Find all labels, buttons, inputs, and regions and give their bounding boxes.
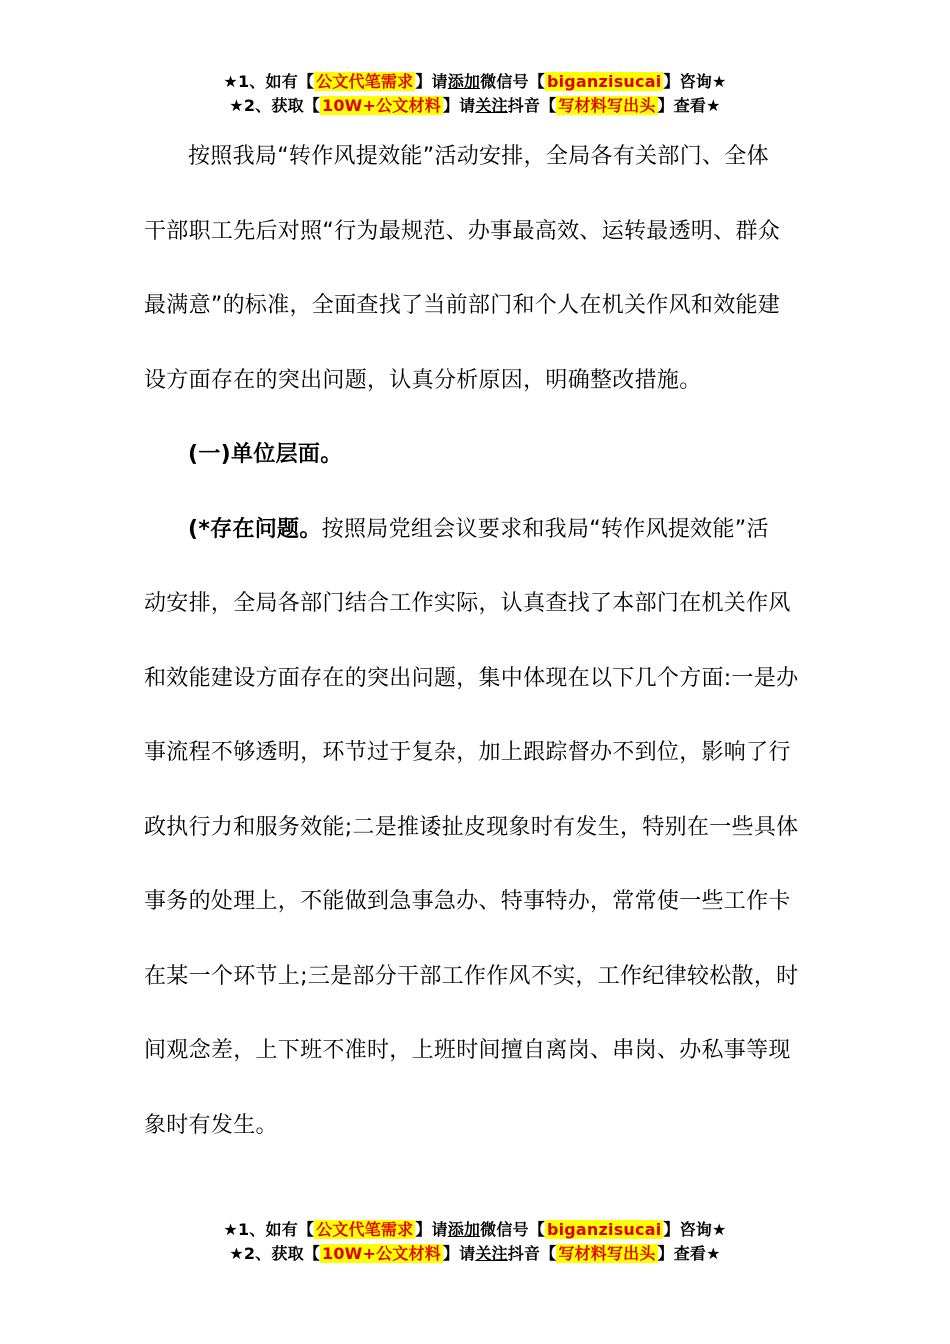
banner-line-2: ★2、获取【 10W+公文材料 】请关注抖音【 写材料写出头 】查看★ <box>229 96 721 115</box>
highlight-service: 公文代笔需求 <box>316 72 414 91</box>
footer-banner <box>0 1218 950 1266</box>
footer-highlight-service: 公文代笔需求 <box>316 1220 414 1239</box>
highlight-douyin: 写材料写出头 <box>558 96 656 115</box>
para2-line-2: 和效能建设方面存在的突出问题，集中体现在以下几个方面:一是办 <box>144 665 799 691</box>
para2-line-7: 间观念差，上下班不准时，上班时间擅自离岗、串岗、办私事等现 <box>144 1038 791 1063</box>
highlight-materials: 10W+公文材料 <box>321 96 441 115</box>
banner-line-1: ★1、如有【 公文代笔需求 】请添加微信号【 biganzisucai 】咨询★ <box>223 72 727 91</box>
header-banner <box>0 70 950 118</box>
footer-highlight-materials: 10W+公文材料 <box>321 1244 441 1263</box>
footer-highlight-douyin: 写材料写出头 <box>558 1244 656 1263</box>
highlight-wechat-id: biganzisucai <box>546 72 662 91</box>
para2-line-1: 动安排，全局各部门结合工作实际，认真查找了本部门在机关作风 <box>144 591 791 616</box>
para2-line-5: 事务的处理上，不能做到急事急办、特事特办，常常使一些工作卡 <box>144 889 791 914</box>
para2-line-8: 象时有发生。 <box>144 1112 278 1138</box>
para2-line-0: (*存在问题。按照局党组会议要求和我局“转作风提效能”活 <box>188 516 769 542</box>
para1-line-3: 设方面存在的突出问题，认真分析原因，明确整改措施。 <box>144 367 702 393</box>
para1-line-2: 最满意”的标准，全面查找了当前部门和个人在机关作风和效能建 <box>144 293 781 318</box>
section-heading: (一)单位层面。 <box>188 442 343 467</box>
footer-highlight-wechat-id: biganzisucai <box>546 1220 662 1239</box>
para2-line-3: 事流程不够透明，环节过于复杂，加上跟踪督办不到位，影响了行 <box>144 740 791 765</box>
para2-line-4: 政执行力和服务效能;二是推诿扯皮现象时有发生，特别在一些具体 <box>144 814 799 840</box>
para1-line-1: 干部职工先后对照“行为最规范、办事最高效、运转最透明、群众 <box>144 218 781 244</box>
para2-lead: (*存在问题。 <box>188 516 322 542</box>
document-body <box>144 120 809 1163</box>
footer-line-2: ★2、获取【 10W+公文材料 】请关注抖音【 写材料写出头 】查看★ <box>229 1244 721 1263</box>
footer-line-1: ★1、如有【 公文代笔需求 】请添加微信号【 biganzisucai 】咨询★ <box>223 1220 727 1239</box>
para2-line-6: 在某一个环节上;三是部分干部工作作风不实，工作纪律较松散，时 <box>144 963 799 989</box>
para1-line-0: 按照我局“转作风提效能”活动安排，全局各有关部门、全体 <box>188 144 769 169</box>
